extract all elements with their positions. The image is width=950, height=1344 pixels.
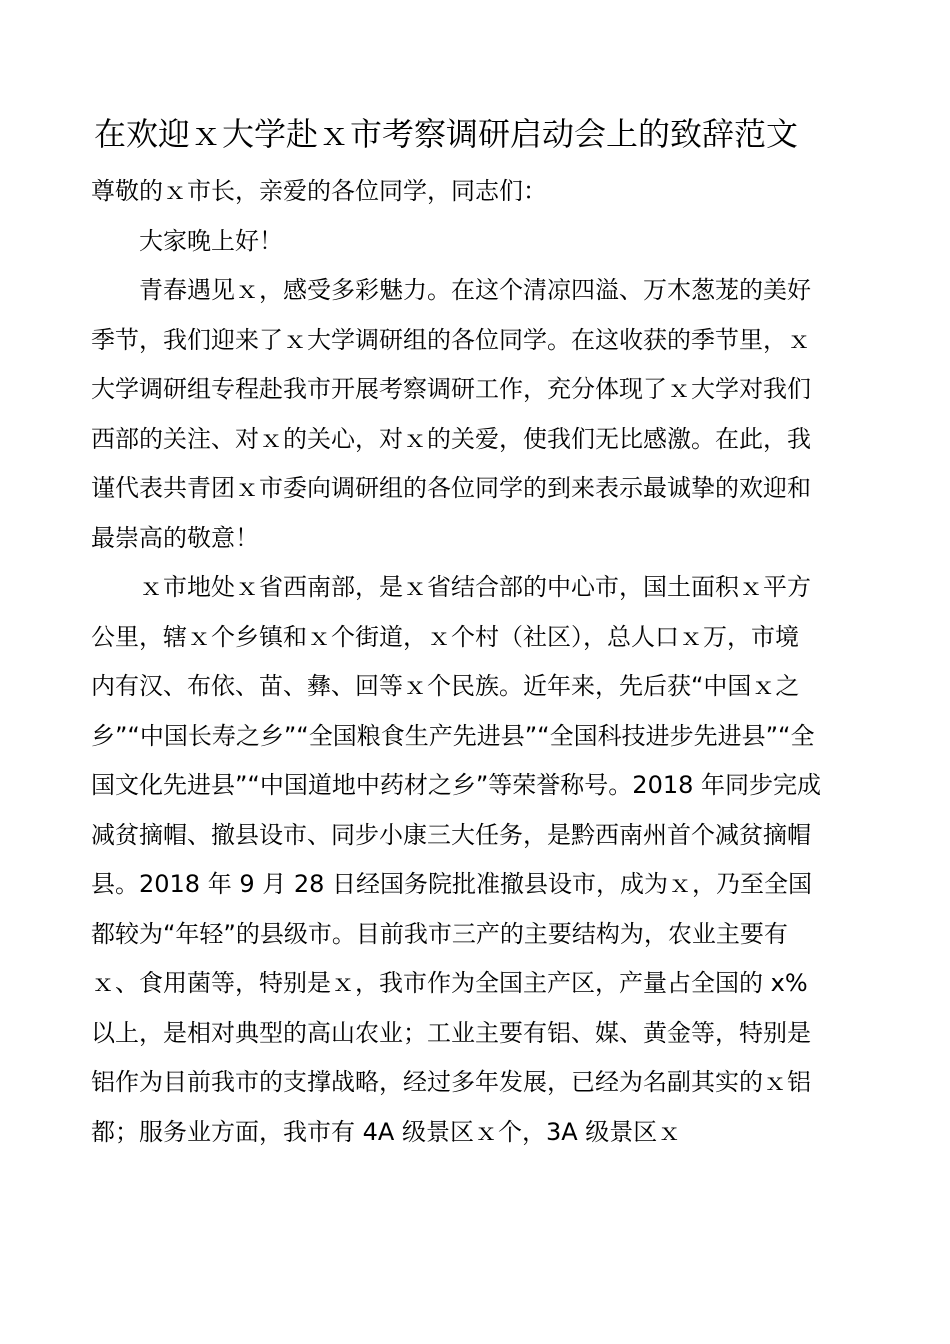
text-line: 铝作为目前我市的支撑战略，经过多年发展，已经为名副其实的ｘ铝 — [91, 1068, 811, 1096]
text-line: 最崇高的敬意！ — [91, 524, 259, 552]
text-line: 公里，辖ｘ个乡镇和ｘ个街道，ｘ个村（社区），总人口ｘ万，市境 — [91, 623, 799, 651]
text-line: 县。2018 年 9 月 28 日经国务院批准撤县设市，成为ｘ，乃至全国 — [91, 870, 813, 898]
text-line: 大家晚上好！ — [91, 227, 283, 255]
text-line: 尊敬的ｘ市长，亲爱的各位同学，同志们： — [91, 177, 547, 205]
text-line: ｘ市地处ｘ省西南部，是ｘ省结合部的中心市，国土面积ｘ平方 — [91, 573, 811, 601]
text-line: 以上，是相对典型的高山农业；工业主要有铝、媒、黄金等，特别是 — [91, 1019, 811, 1047]
text-line: 青春遇见ｘ，感受多彩魅力。在这个清凉四溢、万木葱茏的美好 — [91, 276, 811, 304]
text-line: 西部的关注、对ｘ的关心，对ｘ的关爱，使我们无比感激。在此，我 — [91, 425, 811, 453]
text-line: 谨代表共青团ｘ市委向调研组的各位同学的到来表示最诚挚的欢迎和 — [91, 474, 811, 502]
text-line: 季节，我们迎来了ｘ大学调研组的各位同学。在这收获的季节里，ｘ — [91, 326, 811, 354]
text-line: 减贫摘帽、撤县设市、同步小康三大任务，是黔西南州首个减贫摘帽 — [91, 821, 811, 849]
text-line: 国文化先进县”“中国道地中药材之乡”等荣誉称号。2018 年同步完成 — [91, 771, 822, 799]
text-line: 内有汉、布依、苗、彝、回等ｘ个民族。近年来，先后获“中国ｘ之 — [91, 672, 800, 700]
text-line: 都较为“年轻”的县级市。目前我市三产的主要结构为，农业主要有 — [91, 920, 788, 948]
text-line: 都；服务业方面，我市有 4A 级景区ｘ个，3A 级景区ｘ — [91, 1118, 682, 1146]
text-line: 大学调研组专程赴我市开展考察调研工作，充分体现了ｘ大学对我们 — [91, 375, 811, 403]
document-title: 在欢迎ｘ大学赴ｘ市考察调研启动会上的致辞范文 — [94, 115, 799, 153]
text-line: ｘ、食用菌等，特别是ｘ，我市作为全国主产区，产量占全国的 x% — [91, 969, 808, 997]
text-line: 乡”“中国长寿之乡”“全国粮食生产先进县”“全国科技进步先进县”“全 — [91, 722, 815, 750]
